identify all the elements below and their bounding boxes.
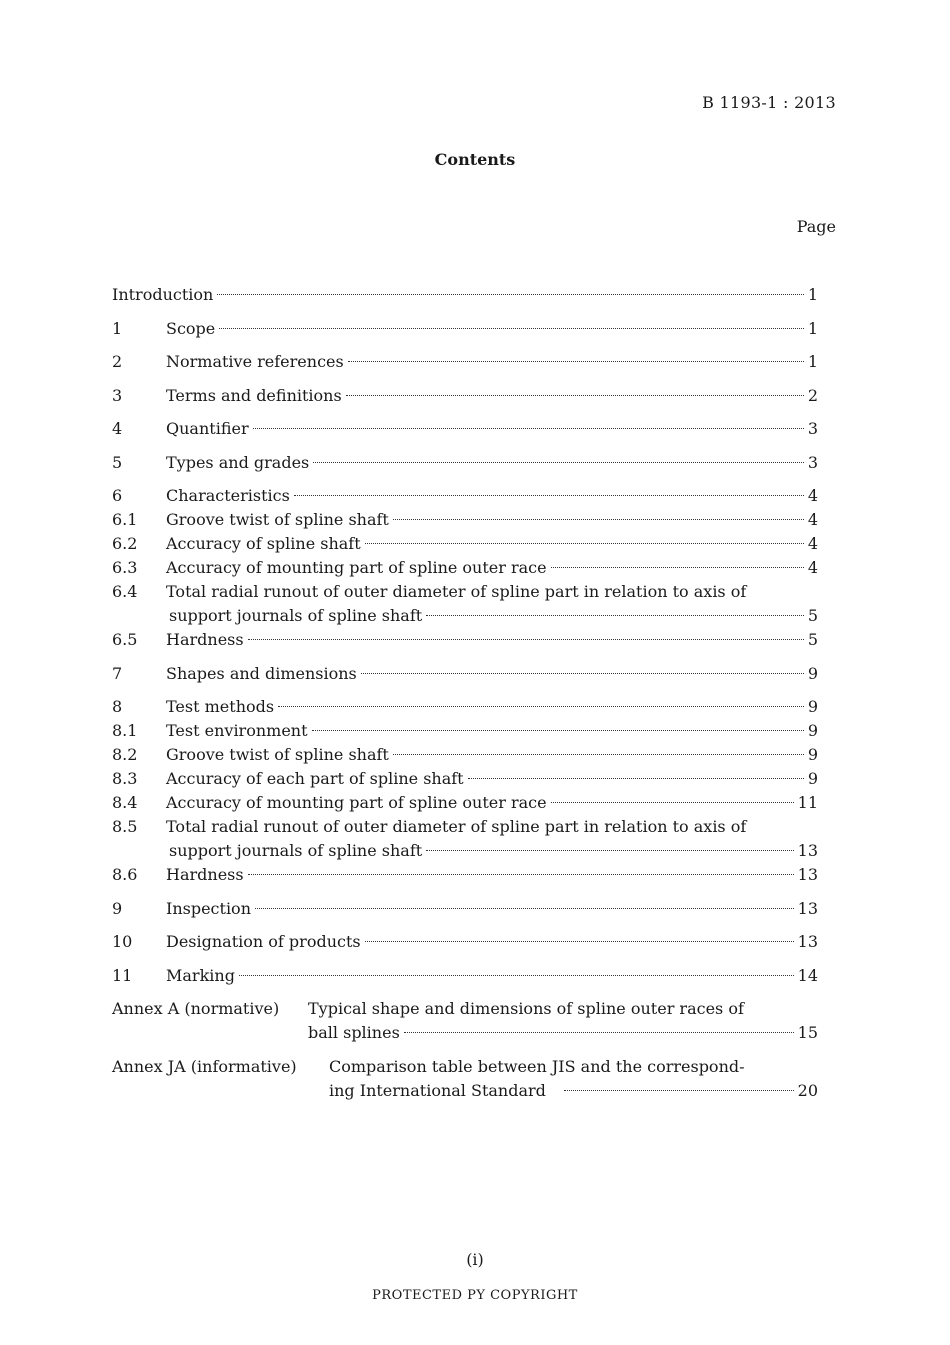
toc-entry[interactable] (112, 317, 818, 341)
toc-entry-text: Marking (166, 965, 235, 985)
toc-entry-text: Groove twist of spline shaft (166, 745, 389, 764)
toc-section-number: 6.1 (112, 510, 138, 529)
toc-section-number: 8.3 (112, 769, 138, 788)
toc-section-number: 6.4 (112, 582, 138, 601)
toc-entry[interactable] (112, 350, 818, 374)
annex-title: Comparison table between JIS and the correspond- (329, 1056, 745, 1076)
toc-page-number: 13 (797, 932, 818, 951)
toc-page-number: 4 (807, 558, 818, 577)
toc-entry[interactable] (112, 508, 818, 532)
toc-entry-text: Total radial runout of outer diameter of spline part in relation to axis of (166, 817, 747, 836)
toc-entry[interactable] (112, 791, 818, 815)
toc-section-number: 10 (112, 932, 133, 951)
dot-leader (426, 615, 804, 616)
toc-section-number: 8.6 (112, 865, 138, 884)
toc-entry-text: Characteristics (166, 486, 290, 505)
dot-leader (564, 1090, 794, 1091)
toc-entry-text: Designation of products (166, 932, 361, 951)
annex-label: Annex JA (informative) (112, 1056, 297, 1076)
dot-leader (365, 941, 794, 942)
toc-entry-text: Accuracy of mounting part of spline outer race (166, 558, 547, 577)
toc-entry[interactable] (112, 384, 818, 408)
toc-section-number: 11 (112, 965, 133, 985)
toc-section-number: 6 (112, 486, 123, 505)
toc-page-number: 5 (807, 630, 818, 649)
dot-leader (253, 428, 804, 429)
toc-section-number: 4 (112, 419, 123, 438)
toc-entry[interactable] (112, 815, 818, 839)
dot-leader (239, 975, 794, 976)
toc-entry-text: Quantifier (166, 419, 249, 438)
dot-leader (313, 462, 804, 463)
toc-entry[interactable] (112, 930, 818, 954)
dot-leader (346, 395, 804, 396)
toc-entry[interactable] (112, 695, 818, 719)
toc-entry[interactable] (112, 743, 818, 767)
dot-leader (426, 850, 793, 851)
toc-page-number: 5 (807, 606, 818, 625)
dot-leader (348, 361, 804, 362)
dot-leader (248, 874, 794, 875)
annex-label: Annex A (normative) (112, 999, 280, 1018)
dot-leader (361, 673, 804, 674)
toc-section-number: 8.2 (112, 745, 138, 764)
toc-page-number: 3 (807, 452, 818, 472)
annex-title: ball splines (308, 1023, 400, 1042)
toc-page-number: 9 (807, 721, 818, 740)
toc-section-number: 2 (112, 352, 123, 371)
toc-page-number: 1 (807, 352, 818, 371)
toc-entry-text: support journals of spline shaft (169, 841, 423, 860)
dot-leader (365, 543, 804, 544)
dot-leader (393, 754, 804, 755)
toc-entry[interactable] (112, 964, 818, 988)
toc-page-number: 4 (807, 510, 818, 529)
toc-section-number: 5 (112, 452, 123, 472)
page-title: Contents (434, 150, 516, 169)
toc-entry-text: Groove twist of spline shaft (166, 510, 389, 529)
toc-entry-text: Inspection (166, 898, 251, 918)
toc-page-number: 9 (807, 745, 818, 764)
toc-page-number: 15 (797, 1023, 818, 1042)
toc-page-number: 9 (807, 769, 818, 788)
toc-page-number: 9 (807, 663, 818, 683)
toc-section-number: 6.2 (112, 534, 138, 553)
dot-leader (312, 730, 804, 731)
toc-section-number: 6.3 (112, 558, 138, 577)
toc-entry-continuation[interactable] (112, 604, 818, 628)
toc-entry-text: Hardness (166, 630, 244, 649)
toc-entry[interactable] (112, 580, 818, 604)
toc-entry-text: Hardness (166, 865, 244, 884)
toc-entry-text: Introduction (112, 285, 214, 304)
dot-leader (219, 328, 804, 329)
dot-leader (551, 802, 794, 803)
toc-page-number: 9 (807, 697, 818, 716)
toc-section-number: 1 (112, 318, 123, 338)
annex-title: Typical shape and dimensions of spline outer races of (308, 999, 744, 1018)
toc-section-number: 8.4 (112, 793, 138, 812)
toc-section-number: 3 (112, 385, 123, 405)
dot-leader (294, 495, 804, 496)
toc-page-number: 1 (807, 318, 818, 338)
toc-entry[interactable] (112, 662, 818, 686)
toc-entry-text: Test methods (166, 697, 275, 716)
toc-section-number: 8.1 (112, 721, 138, 740)
page-column-label: Page (796, 217, 836, 236)
toc-section-number: 6.5 (112, 630, 138, 649)
dot-leader (255, 908, 794, 909)
toc-entry[interactable] (112, 532, 818, 556)
toc-entry-text: Scope (166, 318, 216, 338)
toc-entry-text: Normative references (166, 352, 344, 371)
table-of-contents (112, 283, 818, 1103)
toc-entry-text: Total radial runout of outer diameter of spline part in relation to axis of (166, 582, 747, 601)
toc-page-number: 14 (797, 965, 818, 985)
toc-entry[interactable] (112, 417, 818, 441)
toc-page-number: 2 (807, 385, 818, 405)
toc-section-number: 8.5 (112, 817, 138, 836)
toc-section-number: 8 (112, 697, 123, 716)
toc-entry-introduction[interactable] (112, 283, 818, 307)
toc-annex-ja[interactable] (112, 1055, 818, 1103)
dot-leader (278, 706, 804, 707)
dot-leader (468, 778, 804, 779)
toc-entry-text: Test environment (166, 721, 308, 740)
toc-entry-text: Accuracy of each part of spline shaft (166, 769, 464, 788)
toc-section-number: 7 (112, 663, 123, 683)
toc-page-number: 3 (807, 419, 818, 438)
toc-entry[interactable] (112, 451, 818, 475)
annex-title: ing International Standard (329, 1080, 546, 1100)
toc-page-number: 13 (797, 841, 818, 860)
copyright-notice: PROTECTED PY COPYRIGHT (372, 1288, 578, 1303)
toc-entry[interactable] (112, 897, 818, 921)
dot-leader (248, 639, 804, 640)
toc-entry-text: support journals of spline shaft (169, 606, 423, 625)
toc-page-number: 13 (797, 865, 818, 884)
toc-entry[interactable] (112, 556, 818, 580)
toc-page-number: 20 (797, 1080, 818, 1100)
toc-entry-text: Accuracy of mounting part of spline outer race (166, 793, 547, 812)
dot-leader (217, 294, 803, 295)
dot-leader (551, 567, 804, 568)
toc-page-number: 4 (807, 534, 818, 553)
dot-leader (404, 1032, 794, 1033)
document-id: B 1193-1 : 2013 (702, 93, 836, 112)
toc-annex-a[interactable] (112, 997, 818, 1045)
toc-section-number: 9 (112, 898, 123, 918)
toc-entry-text: Types and grades (166, 452, 310, 472)
toc-page-number: 4 (807, 486, 818, 505)
toc-entry[interactable] (112, 628, 818, 652)
toc-entry-text: Accuracy of spline shaft (166, 534, 361, 553)
toc-entry-continuation[interactable] (112, 839, 818, 863)
toc-entry[interactable] (112, 767, 818, 791)
footer-page-number: (i) (466, 1250, 484, 1269)
toc-page-number: 11 (797, 793, 818, 812)
toc-entry[interactable] (112, 484, 818, 508)
toc-entry[interactable] (112, 863, 818, 887)
toc-entry[interactable] (112, 719, 818, 743)
toc-page-number: 13 (797, 898, 818, 918)
toc-entry-text: Shapes and dimensions (166, 663, 357, 683)
toc-entry-text: Terms and definitions (166, 385, 342, 405)
toc-page-number: 1 (807, 285, 818, 304)
dot-leader (393, 519, 804, 520)
